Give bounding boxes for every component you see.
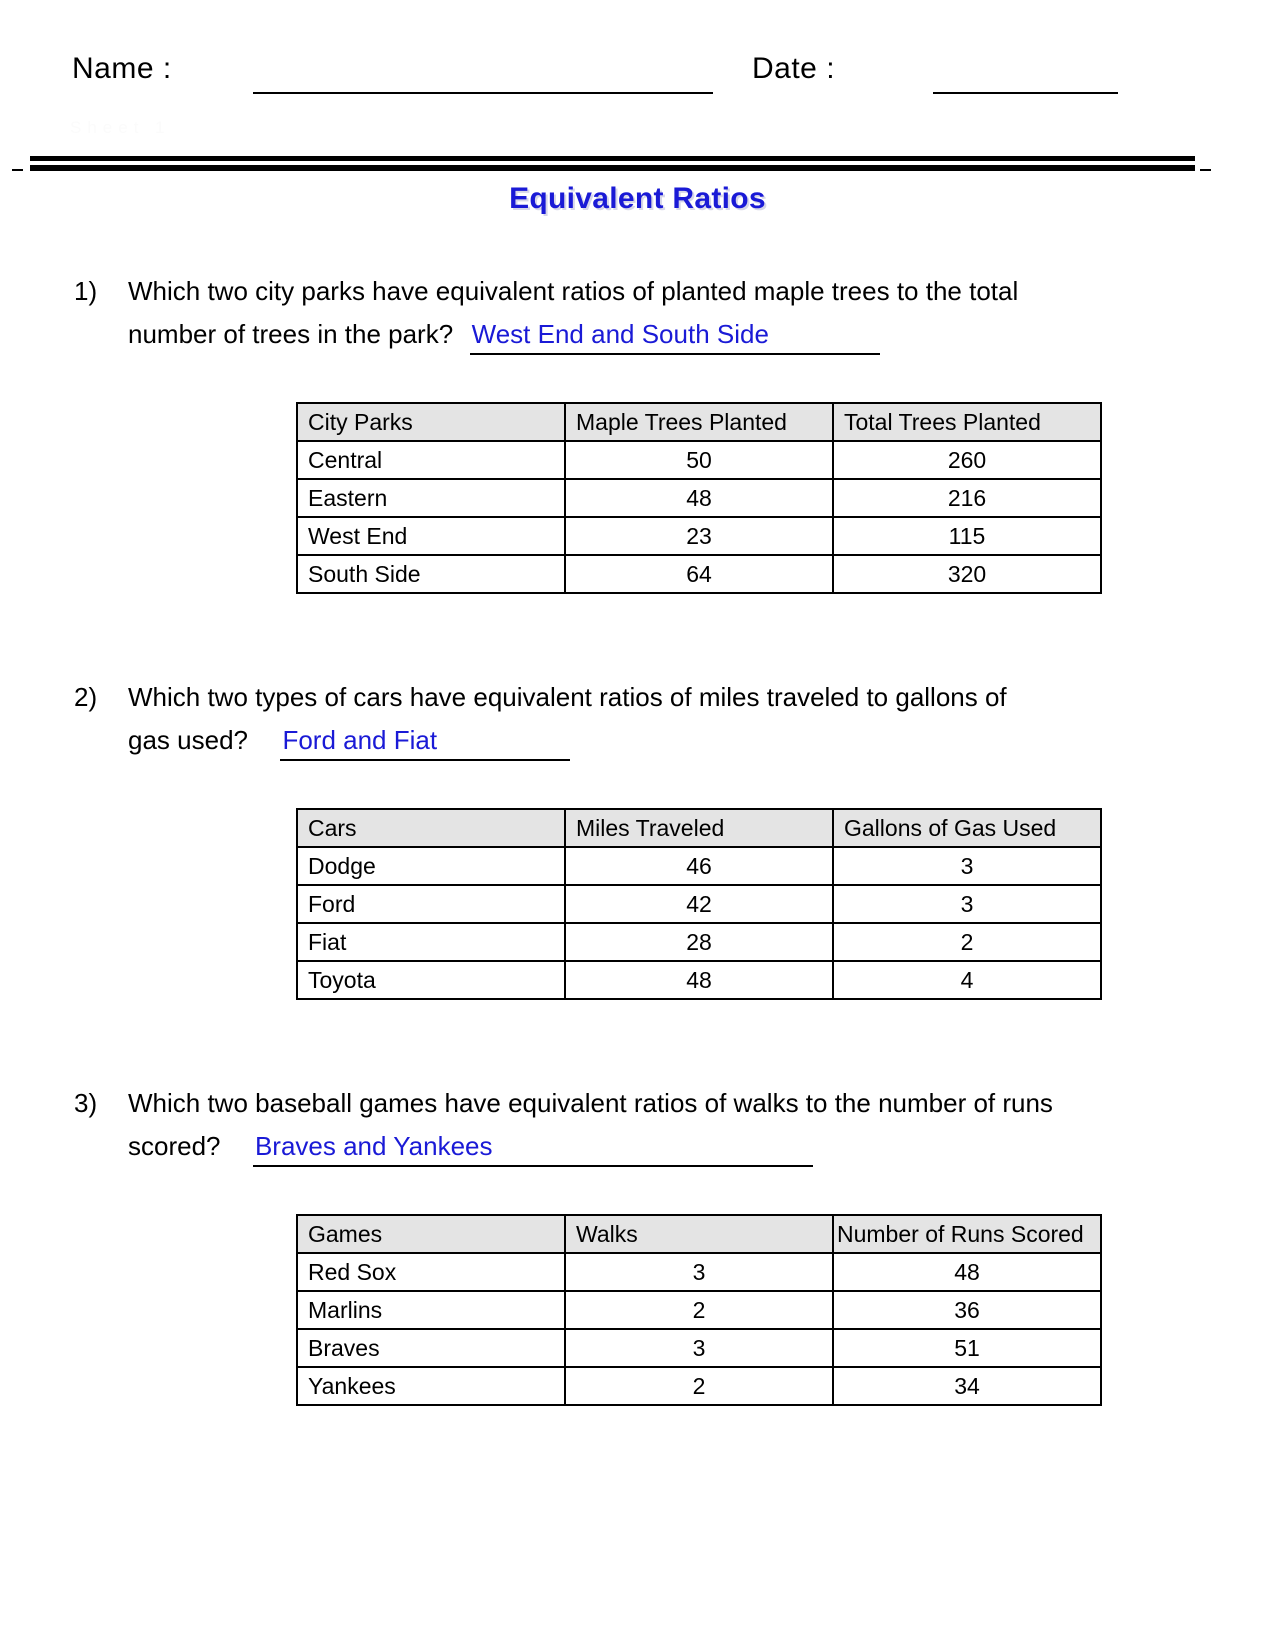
table-row — [297, 961, 1101, 999]
question-3-number: 3) — [74, 1088, 98, 1118]
cell-runs: 34 — [833, 1367, 1101, 1405]
cell-game-name: Marlins — [297, 1291, 565, 1329]
cell-park-name: Eastern — [297, 479, 565, 517]
table-header-row — [297, 1215, 1101, 1253]
cell-runs: 48 — [833, 1253, 1101, 1291]
cell-walks: 2 — [565, 1291, 833, 1329]
divider-bar — [30, 156, 1195, 171]
cell-car-name: Dodge — [297, 847, 565, 885]
cell-game-name: Red Sox — [297, 1253, 565, 1291]
cell-runs: 36 — [833, 1291, 1101, 1329]
cell-maple-trees: 48 — [565, 479, 833, 517]
cell-car-name: Ford — [297, 885, 565, 923]
question-1-number: 1) — [74, 276, 98, 306]
name-write-line[interactable] — [253, 92, 713, 94]
cell-park-name: South Side — [297, 555, 565, 593]
page-title: Equivalent Ratios — [509, 182, 766, 215]
question-1-table — [296, 402, 1102, 594]
question-2-table — [296, 808, 1102, 1000]
column-header-games: Games — [297, 1215, 565, 1253]
cell-runs: 51 — [833, 1329, 1101, 1367]
cell-walks: 3 — [565, 1329, 833, 1367]
cell-maple-trees: 64 — [565, 555, 833, 593]
question-3-answer-blank[interactable]: Braves and Yankees — [253, 1131, 813, 1167]
cell-total-trees: 260 — [833, 441, 1101, 479]
table-row — [297, 479, 1101, 517]
question-1-text-line-2: number of trees in the park? — [128, 319, 454, 349]
cell-gallons: 2 — [833, 923, 1101, 961]
cell-maple-trees: 50 — [565, 441, 833, 479]
faint-watermark-text: Sheet 1 — [70, 118, 171, 137]
name-label: Name : — [72, 52, 172, 85]
question-1-answer-blank[interactable]: West End and South Side — [470, 319, 880, 355]
column-header-miles-traveled: Miles Traveled — [565, 809, 833, 847]
cell-car-name: Fiat — [297, 923, 565, 961]
cell-total-trees: 320 — [833, 555, 1101, 593]
table-row — [297, 1253, 1101, 1291]
cell-gallons: 3 — [833, 847, 1101, 885]
cell-maple-trees: 23 — [565, 517, 833, 555]
column-header-number-of-runs-scored: Number of Runs Scored — [833, 1215, 1101, 1253]
cell-miles: 48 — [565, 961, 833, 999]
question-2-answer-row — [128, 725, 570, 763]
cell-miles: 28 — [565, 923, 833, 961]
column-header-walks: Walks — [565, 1215, 833, 1253]
cell-total-trees: 115 — [833, 517, 1101, 555]
cell-park-name: West End — [297, 517, 565, 555]
question-3-answer-row — [128, 1131, 813, 1169]
cell-game-name: Braves — [297, 1329, 565, 1367]
cell-total-trees: 216 — [833, 479, 1101, 517]
cell-car-name: Toyota — [297, 961, 565, 999]
column-header-gallons-of-gas-used: Gallons of Gas Used — [833, 809, 1101, 847]
column-header-city-parks: City Parks — [297, 403, 565, 441]
table-row — [297, 885, 1101, 923]
cell-game-name: Yankees — [297, 1367, 565, 1405]
divider-tick-right — [1200, 169, 1211, 171]
cell-walks: 3 — [565, 1253, 833, 1291]
question-2-text-line-1: Which two types of cars have equivalent ratios of miles traveled to gallons of — [128, 682, 1007, 712]
table-row — [297, 555, 1101, 593]
column-header-cars: Cars — [297, 809, 565, 847]
cell-park-name: Central — [297, 441, 565, 479]
question-3-table — [296, 1214, 1102, 1406]
divider-tick-left — [12, 169, 23, 171]
question-2-answer-blank[interactable]: Ford and Fiat — [280, 725, 570, 761]
cell-walks: 2 — [565, 1367, 833, 1405]
cell-gallons: 4 — [833, 961, 1101, 999]
header-divider — [0, 152, 1275, 174]
cell-gallons: 3 — [833, 885, 1101, 923]
table-row — [297, 1329, 1101, 1367]
table-row — [297, 1367, 1101, 1405]
table-row — [297, 441, 1101, 479]
column-header-maple-trees-planted: Maple Trees Planted — [565, 403, 833, 441]
table-row — [297, 517, 1101, 555]
cell-miles: 42 — [565, 885, 833, 923]
table-row — [297, 923, 1101, 961]
question-3-text-line-2: scored? — [128, 1131, 221, 1161]
table-header-row — [297, 809, 1101, 847]
date-write-line[interactable] — [933, 92, 1118, 94]
cell-miles: 46 — [565, 847, 833, 885]
question-3-text-line-1: Which two baseball games have equivalent ratios of walks to the number of runs — [128, 1088, 1053, 1118]
table-row — [297, 1291, 1101, 1329]
question-2-number: 2) — [74, 682, 98, 712]
table-header-row — [297, 403, 1101, 441]
column-header-total-trees-planted: Total Trees Planted — [833, 403, 1101, 441]
question-1-answer-row — [128, 319, 880, 357]
date-label: Date : — [752, 52, 836, 85]
worksheet-header — [0, 52, 1275, 104]
question-2-text-line-2: gas used? — [128, 725, 248, 755]
table-row — [297, 847, 1101, 885]
question-1-text-line-1: Which two city parks have equivalent ratios of planted maple trees to the total — [128, 276, 1019, 306]
